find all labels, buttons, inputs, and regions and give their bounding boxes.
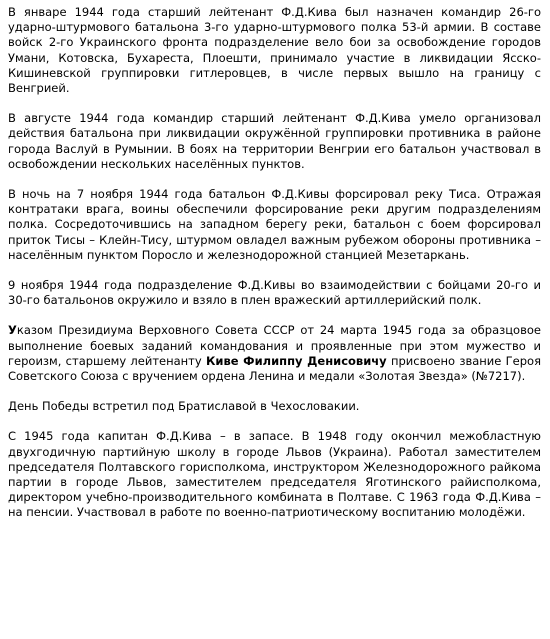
hero-name: Киве Филиппу Денисовичу bbox=[206, 353, 387, 368]
paragraph-postwar: С 1945 года капитан Ф.Д.Кива – в запасе. В 1948 году окончил межобластную двухгодичную партийную школу в городе Львов (Украина). Работал заместителем председателя Полтавского горисполкома, инструктором Железнодорожного райкома партии в городе Львов, заместителем председателя Яготинского райисполкома, директором учебно-производительного комбината в Полтаве. С 1963 года Ф.Д.Кива – на пенсии. Участвовал в работе по военно-патриотическому воспитанию молодёжи. bbox=[8, 429, 541, 520]
paragraph-tisa-crossing: В ночь на 7 ноября 1944 года батальон Ф.Д.Кивы форсировал реку Тиса. Отражая контратаки врага, воины обеспечили форсирование реки другим подразделениям полка. Сосредоточившись на западном берегу реки, батальон с боем форсировал приток Тисы – Клейн-Тису, штурмом овладел важным рубежом обороны противника – населённым пунктом Поросло и железнодорожной станцией Мезетаркань. bbox=[8, 187, 541, 262]
paragraph-artillery-regiment: 9 ноября 1944 года подразделение Ф.Д.Кивы во взаимодействии с бойцами 20-го и 30-го батальонов окружило и взяло в плен вражеский артиллерийский полк. bbox=[8, 278, 541, 308]
paragraph-hero-decree bbox=[8, 323, 541, 384]
paragraph-1944-january: В январе 1944 года старший лейтенант Ф.Д.Кива был назначен командир 26-го ударно-штурмового батальона 3-го ударно-штурмового полка 53-й армии. В составе войск 2-го Украинского фронта подразделение вело бои за освобождение городов Умани, Котовска, Бухареста, Плоешти, принимало участие в ликвидации Ясско-Кишиневской группировки гитлеровцев, в числе первых вышло на границу с Венгрией. bbox=[8, 5, 541, 96]
decree-text-after: присвоено звание Героя Советского Союза с вручением ордена Ленина и медали «Золотая Звезда» (№7217). bbox=[8, 353, 541, 384]
decree-lead-letter: У bbox=[8, 323, 17, 338]
paragraph-victory-day: День Победы встретил под Братиславой в Чехословакии. bbox=[8, 399, 360, 414]
decree-text-before: казом Президиума Верховного Совета СССР от 24 марта 1945 года за образцовое выполнение боевых заданий командования и проявленные при этом мужество и героизм, старшему лейтенанту bbox=[8, 323, 541, 368]
paragraph-1944-august: В августе 1944 года командир старший лейтенант Ф.Д.Кива умело организовал действия батальона при ликвидации окружённой группировки противника в районе города Васлуй в Румынии. В боях на территории Венгрии его батальон участвовал в освобождении нескольких населённых пунктов. bbox=[8, 111, 541, 171]
